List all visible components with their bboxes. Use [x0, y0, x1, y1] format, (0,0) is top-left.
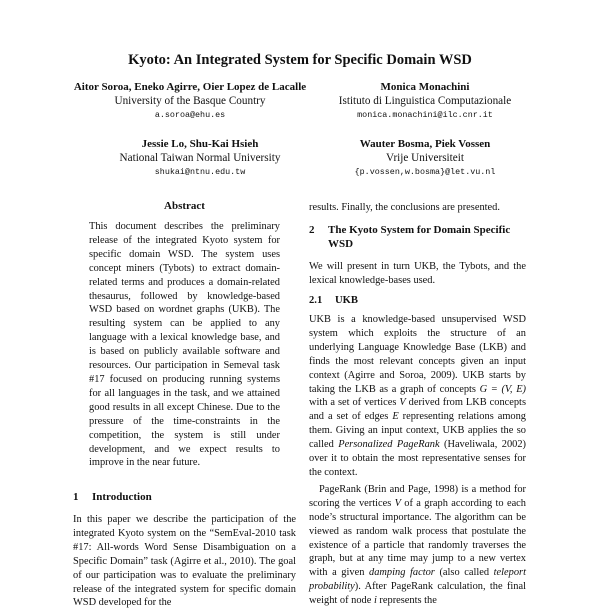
emphasis-personalized-pagerank: Personalized PageRank	[338, 439, 440, 451]
author-email: a.soroa@ehu.es	[154, 110, 226, 120]
carry-over-text	[309, 201, 526, 215]
subsection-2-1-heading	[309, 295, 358, 306]
math-graph: G = (V, E)	[479, 383, 526, 395]
paper-title: Kyoto: An Integrated System for Specific Domain WSD	[128, 52, 472, 68]
intro-text	[73, 513, 296, 610]
section-2-text	[309, 260, 526, 288]
section-title: The Kyoto System for Domain Specific WSD	[328, 224, 511, 250]
math-vertices: V	[399, 397, 406, 409]
section-number: 1	[73, 491, 79, 503]
author-affiliation: National Taiwan Normal University	[119, 152, 281, 164]
author-names: Aitor Soroa, Eneko Agirre, Oier Lopez de Lacalle	[73, 81, 307, 93]
subsection-number: 2.1	[309, 295, 323, 306]
math-edges: E	[392, 411, 399, 423]
author-email: monica.monachini@ilc.cnr.it	[357, 110, 493, 120]
ukb-text	[309, 313, 526, 608]
section-2-heading	[309, 224, 526, 251]
author-affiliation: University of the Basque Country	[114, 95, 266, 107]
emphasis-teleport-probability: teleport probability	[309, 567, 526, 593]
emphasis-damping-factor: damping factor	[369, 567, 435, 579]
section-2-paragraph: We will present in turn UKB, the Tybots, and the lexical knowledge-bases used.	[309, 261, 526, 286]
author-block-vu	[300, 137, 550, 180]
author-names: Jessie Lo, Shu-Kai Hsieh	[141, 138, 259, 150]
abstract-heading: Abstract	[164, 200, 205, 212]
author-affiliation: Istituto di Linguistica Computazionale	[338, 95, 512, 107]
math-vertices: V	[394, 497, 401, 509]
author-block-ehu	[60, 80, 320, 123]
author-email: {p.vossen,w.bosma}@let.vu.nl	[354, 167, 496, 177]
author-block-ilc	[300, 80, 550, 123]
carry-over-line: results. Finally, the conclusions are presented.	[309, 202, 500, 213]
math-node-index: i	[373, 595, 377, 607]
section-number: 2	[309, 224, 315, 236]
subsection-title: UKB	[335, 295, 358, 306]
author-names: Monica Monachini	[380, 81, 470, 93]
abstract-text	[89, 220, 280, 470]
author-affiliation: Vrije Universiteit	[386, 152, 464, 164]
intro-paragraph: In this paper we describe the participation of the integrated Kyoto system on the “SemEval-2010 task #17: All-words Word Sense Disambiguation on a Specific Domain” task (Agirre et al., 2010). The goal of our participation was to evaluate the preliminary release of the integrated system for specific domain WSD developed for the	[73, 514, 296, 609]
author-block-ntnu	[80, 137, 320, 180]
section-title: Introduction	[92, 491, 152, 503]
abstract-paragraph: This document describes the preliminary release of the integrated Kyoto system for specific domain WSD. The system uses concept miners (Tybots) to extract domain-related terms and produces a domain-related thesaurus, followed by knowledge-based WSD based on wordnet graphs (UKB). The resulting system can be applied to any language with a lexical knowledge base, and is based on publicly available software and resources. Our participation in Semeval task #17 focused on producing running systems for all languages in the task, and we attained good results in all except Chinese. Due to the pressure of the time-constraints in the competition, the system is still under development, and we expect results to improve in the near future.	[89, 221, 280, 469]
author-email: shukai@ntnu.edu.tw	[154, 167, 246, 177]
author-names: Wauter Bosma, Piek Vossen	[359, 138, 491, 150]
ukb-paragraph-2: PageRank (Brin and Page, 1998) is a method for scoring the vertices V of a graph according to each node’s structural importance. The algorithm can be viewed as random walk process that postulate the existence of a particle that randomly traverses the graph, but at any time may jump to a new vertex with a given damping factor (also called teleport probability). After PageRank calculation, the final weight of node i represents the	[309, 483, 526, 607]
section-1-heading	[73, 491, 296, 505]
ukb-paragraph-1: UKB is a knowledge-based unsupervised WSD system which exploits the structure of an underlying Language Knowledge Base (LKB) and finds the most relevant concepts given an input context (Agirre and Soroa, 2009). UKB starts by taking the LKB as a graph of concepts G = (V, E) with a set of vertices V derived from LKB concepts and a set of edges E representing relations among them. Giving an input context, UKB applies the so called Personalized PageRank (Haveliwala, 2002) over it to obtain the most representative senses for the context.	[309, 314, 526, 478]
